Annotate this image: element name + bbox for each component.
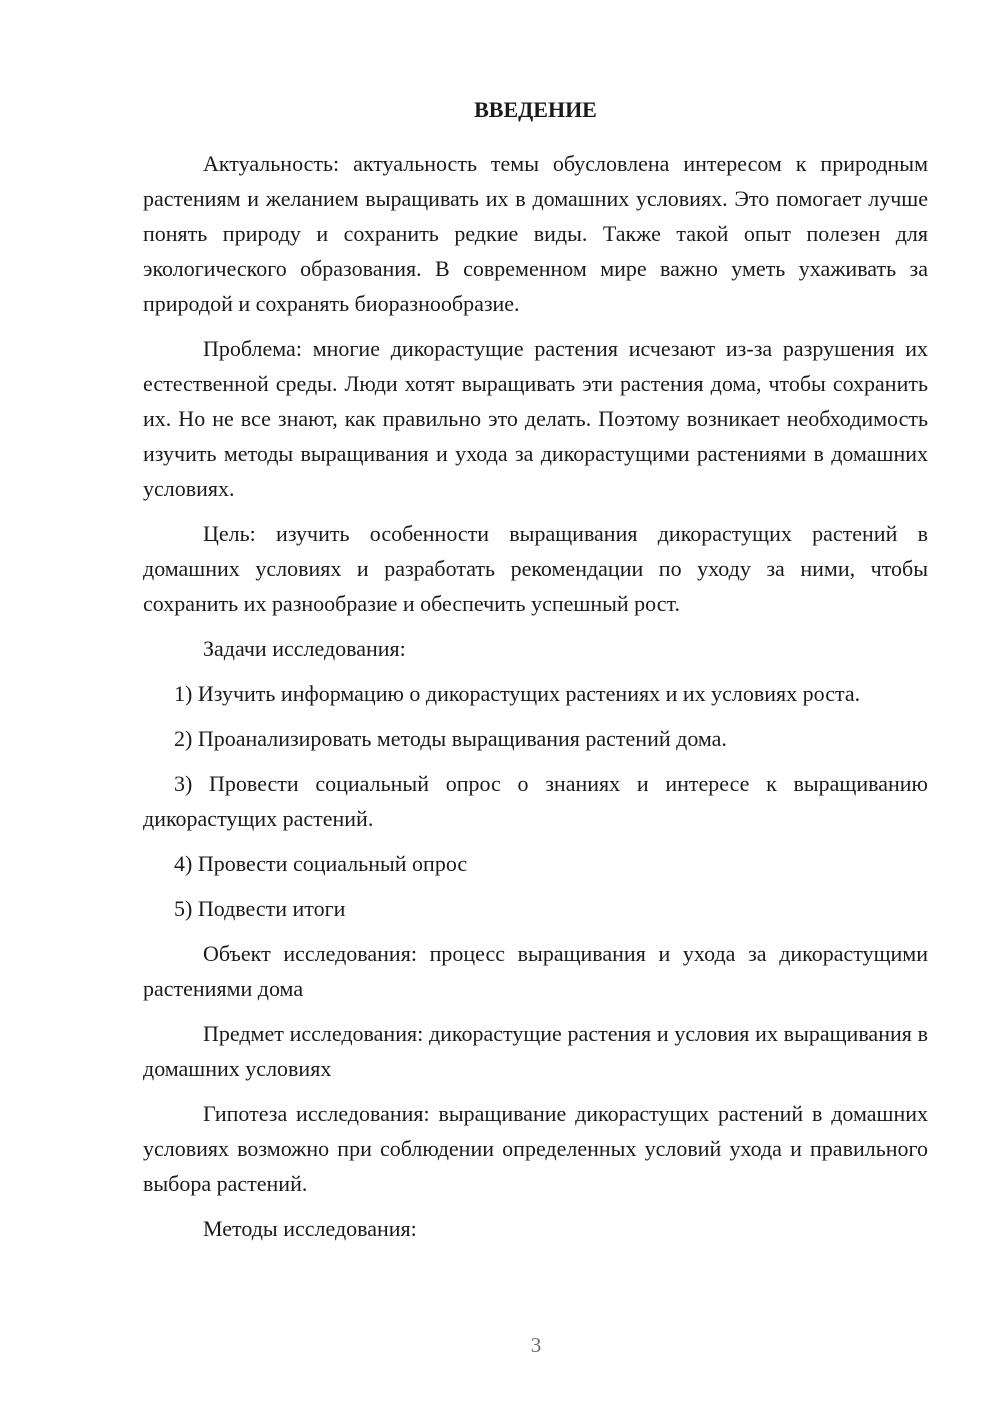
hypothesis-paragraph: Гипотеза исследования: выращивание дикорастущих растений в домашних условиях возможно при соблюдении определенных условий ухода и правильного выбора растений. xyxy=(143,1101,928,1196)
tasks-heading: Задачи исследования: xyxy=(203,636,406,661)
section-title: ВВЕДЕНИЕ xyxy=(474,97,597,122)
relevance-paragraph: Актуальность: актуальность темы обусловлена интересом к природным растениям и желанием выращивать их в домашних условиях. Это помогает лучше понять природу и сохранить редкие виды. Также такой опыт полезен для экологического образования. В современном мире важно уметь ухаживать за природой и сохранять биоразнообразие. xyxy=(143,151,928,316)
page-number: 3 xyxy=(530,1333,542,1357)
problem-paragraph: Проблема: многие дикорастущие растения исчезают из-за разрушения их естественной среды. Люди хотят выращивать эти растения дома, чтобы сохранить их. Но не все знают, как правильно это делать. Поэтому возникает необходимость изучить методы выращивания и ухода за дикорастущими растениями в домашних условиях. xyxy=(143,336,928,501)
subject-paragraph: Предмет исследования: дикорастущие растения и условия их выращивания в домашних условиях xyxy=(143,1021,928,1081)
task-item-3: 3) Провести социальный опрос о знаниях и интересе к выращиванию дикорастущих растений. xyxy=(143,771,928,831)
task-item-1: 1) Изучить информацию о дикорастущих растениях и их условиях роста. xyxy=(174,681,861,706)
page-content xyxy=(143,96,928,1256)
goal-paragraph: Цель: изучить особенности выращивания дикорастущих растений в домашних условиях и разработать рекомендации по уходу за ними, чтобы сохранить их разнообразие и обеспечить успешный рост. xyxy=(143,521,928,616)
task-item-2: 2) Проанализировать методы выращивания растений дома. xyxy=(174,726,727,751)
methods-heading: Методы исследования: xyxy=(203,1216,417,1241)
object-paragraph: Объект исследования: процесс выращивания и ухода за дикорастущими растениями дома xyxy=(143,941,928,1001)
task-item-4: 4) Провести социальный опрос xyxy=(174,851,468,876)
task-item-5: 5) Подвести итоги xyxy=(174,896,346,921)
